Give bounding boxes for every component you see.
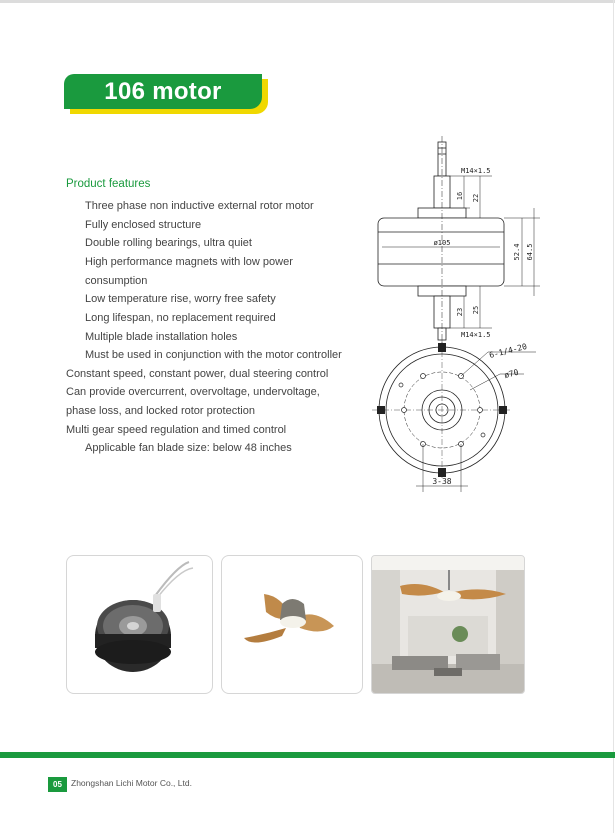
page-title: 106 motor [104,78,222,105]
motor-body [378,218,504,286]
feature-item: Multi gear speed regulation and timed control [66,424,287,436]
feature-item: Can provide overcurrent, overvoltage, undervoltage, [66,386,320,398]
feature-item: Multiple blade installation holes [85,331,238,343]
feature-item: Three phase non inductive external rotor motor [85,200,314,212]
feature-item: Must be used in conjunction with the motor controller [85,349,342,361]
feature-item: Double rolling bearings, ultra quiet [85,237,252,249]
dim-23: 23 [456,307,464,317]
photo-fan [221,555,363,694]
living-room-image [372,556,524,693]
feature-item: phase loss, and locked rotor protection [66,405,255,417]
feature-item: Long lifespan, no replacement required [85,312,276,324]
feature-item: Low temperature rise, worry free safety [85,293,276,305]
dim-thread-top: M14×1.5 [461,167,491,175]
feature-item: High performance magnets with low power [85,256,293,268]
features-heading: Product features [66,178,151,190]
top-border [0,0,615,3]
dim-dia-70: ø70 [503,367,520,380]
right-border [613,0,614,833]
dim-holes: 6-1/4-20 [488,341,528,360]
motor-technical-drawing [368,136,540,496]
photo-living-room [371,555,525,694]
dim-16: 16 [456,191,464,201]
motor-image [67,556,212,693]
feature-item: Constant speed, constant power, dual steering control [66,368,329,380]
dim-dia-105: ø105 [433,239,451,247]
dim-52-4: 52.4 [513,243,521,261]
photo-motor [66,555,213,694]
page-number: 05 [48,777,67,792]
dim-22: 22 [472,193,480,203]
feature-item: consumption [85,275,148,287]
dim-25: 25 [472,305,480,315]
title-tab [64,74,268,114]
feature-item: Fully enclosed structure [85,219,202,231]
company-name: Zhongshan Lichi Motor Co., Ltd. [71,778,192,788]
dim-64-5: 64.5 [526,243,534,261]
feature-item: Applicable fan blade size: below 48 inches [85,442,292,454]
dim-spacing: 3-38 [432,477,452,486]
fan-image [222,556,362,693]
dim-thread-bottom: M14×1.5 [461,331,491,339]
footer-bar [0,752,615,758]
